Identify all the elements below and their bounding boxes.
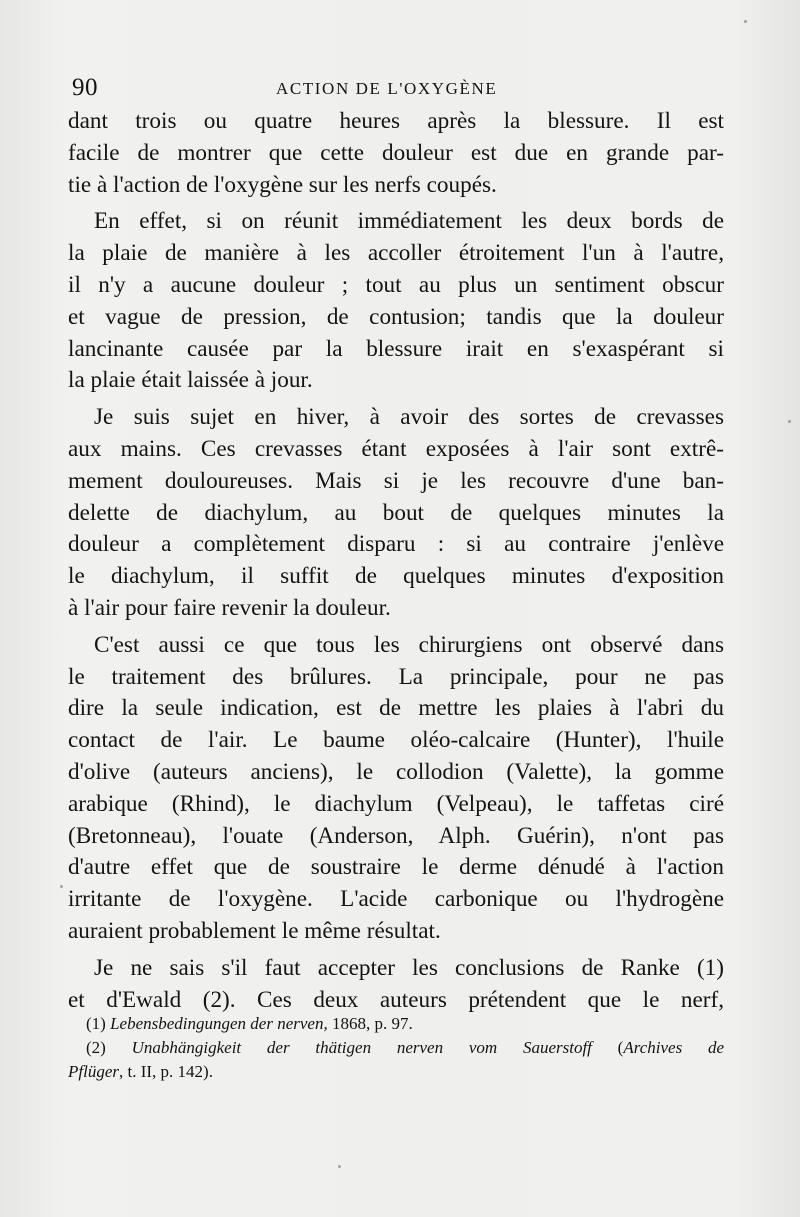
footnote-marker: (2) — [86, 1038, 106, 1057]
paragraph — [68, 206, 724, 397]
text-line: douleur a complètement disparu : si au contraire j'enlève — [68, 531, 724, 558]
paragraph — [68, 402, 724, 625]
footnote-title: Lebensbedingungen der nerven, — [110, 1014, 328, 1033]
text-line: la plaie de manière à les accoller étroitement l'un à l'autre, — [68, 240, 724, 267]
text-line: lancinante causée par la blessure irait en s'exaspérant si — [68, 335, 724, 362]
text-line: irritante de l'oxygène. L'acide carbonique ou l'hydrogène — [68, 886, 724, 913]
text-line: contact de l'air. Le baume oléo-calcaire (Hunter), l'huile — [68, 727, 724, 754]
text-line: d'autre effet que de soustraire le derme dénudé à l'action — [68, 854, 724, 881]
paper-speck — [60, 885, 63, 888]
footnotes — [68, 1012, 724, 1084]
text-line: à l'air pour faire revenir la douleur. — [68, 594, 391, 621]
text-line: le diachylum, il suffit de quelques minutes d'exposition — [68, 563, 724, 590]
text-line: dant trois ou quatre heures après la blessure. Il est — [68, 108, 724, 134]
text-line: la plaie était laissée à jour. — [68, 367, 313, 394]
footnote-citation: ( — [591, 1038, 624, 1057]
paragraph — [68, 953, 724, 1017]
text-line: delette de diachylum, au bout de quelques minutes la — [68, 499, 724, 526]
footnote-2-continuation — [68, 1060, 724, 1084]
text-line: C'est aussi ce que tous les chirurgiens ont observé dans — [94, 631, 724, 658]
text-line: le traitement des brûlures. La principale, pour ne pas — [68, 663, 724, 690]
footnote-marker: (1) — [86, 1014, 106, 1033]
text-line: aux mains. Ces crevasses étant exposées à l'air sont extrê- — [68, 435, 724, 462]
page-number: 90 — [72, 74, 98, 101]
text-line: et vague de pression, de contusion; tandis que la douleur — [68, 303, 724, 330]
footnote-1 — [86, 1012, 724, 1036]
paper-speck — [338, 1165, 341, 1168]
text-line: Je ne sais s'il faut accepter les conclusions de Ranke (1) — [94, 954, 724, 981]
paragraph — [68, 106, 724, 201]
paper-speck — [788, 420, 791, 423]
text-line: auraient probablement le même résultat. — [68, 917, 441, 944]
text-line: Je suis sujet en hiver, à avoir des sortes de crevasses — [94, 404, 724, 431]
footnote-journal: Archives de — [623, 1038, 724, 1057]
text-line: d'olive (auteurs anciens), le collodion (Valette), la gomme — [68, 758, 724, 785]
body-text — [68, 106, 724, 1016]
text-line: (Bretonneau), l'ouate (Anderson, Alph. Guérin), n'ont pas — [68, 822, 724, 849]
text-line: et d'Ewald (2). Ces deux auteurs prétendent que le nerf, — [68, 986, 724, 1013]
text-line: tie à l'action de l'oxygène sur les nerfs coupés. — [68, 171, 497, 198]
text-line: dire la seule indication, est de mettre les plaies à l'abri du — [68, 695, 724, 722]
page-header — [72, 74, 724, 106]
paper-speck — [744, 20, 747, 23]
text-line: il n'y a aucune douleur ; tout au plus un sentiment obscur — [68, 271, 724, 298]
running-head: ACTION DE L'OXYGÈNE — [276, 79, 498, 98]
footnote-2 — [86, 1036, 724, 1060]
paragraph — [68, 630, 724, 948]
footnote-journal-cont: Pflüger — [68, 1062, 119, 1081]
text-line: mement douloureuses. Mais si je les recouvre d'une ban- — [68, 467, 724, 494]
text-line: arabique (Rhind), le diachylum (Velpeau), le taffetas ciré — [68, 790, 724, 817]
text-line: En effet, si on réunit immédiatement les deux bords de — [94, 208, 724, 235]
text-line: facile de montrer que cette douleur est due en grande par- — [68, 139, 724, 166]
footnote-citation-cont: , t. II, p. 142). — [119, 1062, 213, 1081]
footnote-title: Unabhängigkeit der thätigen nerven vom Sauerstoff — [131, 1038, 592, 1057]
footnote-citation: 1868, p. 97. — [327, 1014, 413, 1033]
